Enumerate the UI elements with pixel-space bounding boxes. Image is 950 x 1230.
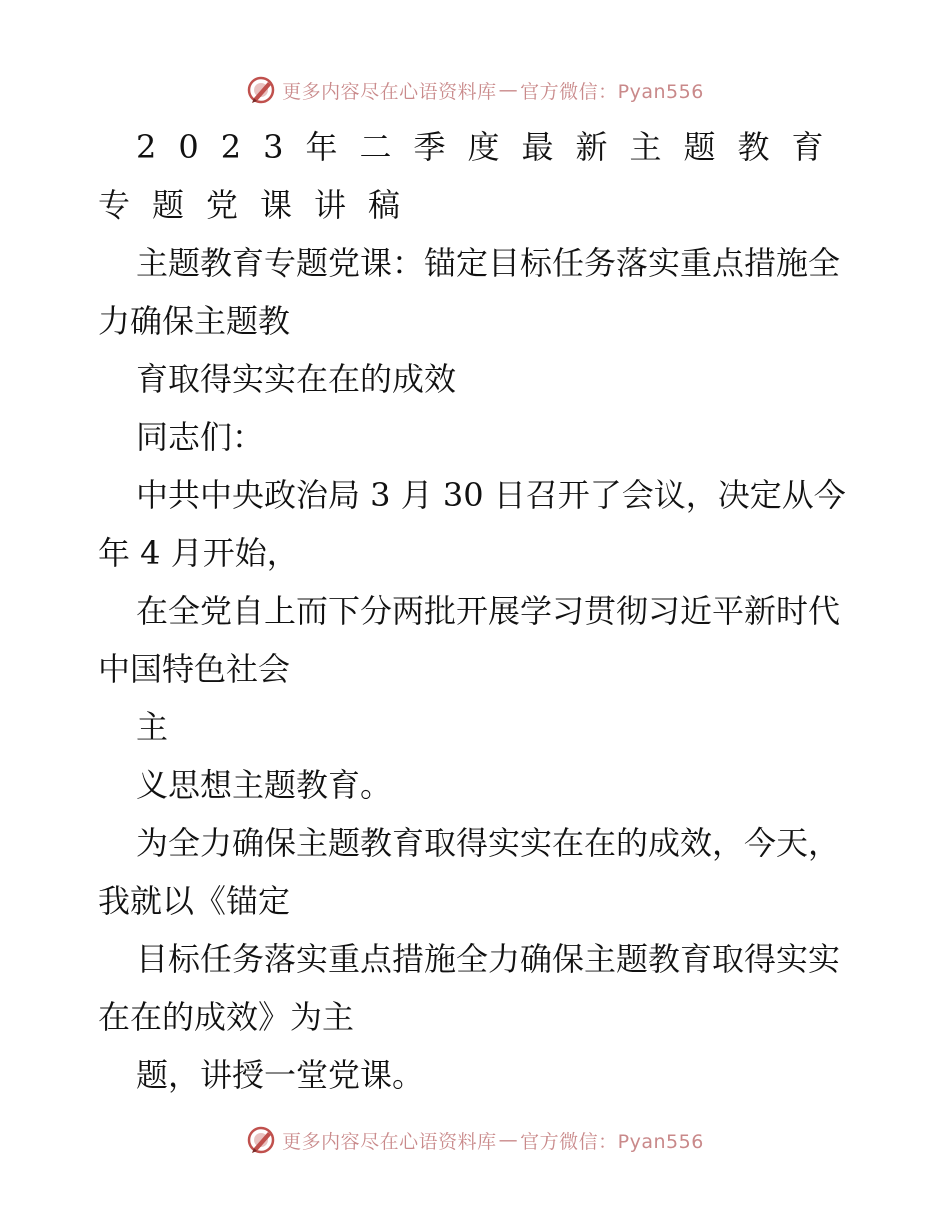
watermark-text: 更多内容尽在心语资料库 xyxy=(282,80,497,103)
watermark-text: 更多内容尽在心语资料库 xyxy=(282,1130,497,1153)
watermark-separator: — xyxy=(498,79,519,101)
paragraph: 同志们： xyxy=(136,418,265,456)
footer-watermark xyxy=(0,1120,950,1160)
header-watermark xyxy=(0,70,950,110)
pen-logo-icon xyxy=(246,1125,276,1155)
paragraph: 育取得实实在在的成效 xyxy=(136,360,457,398)
paragraph: 主题教育专题党课：锚定目标任务落实重点措施全力确保主题教 xyxy=(98,244,841,340)
paragraph: 题，讲授一堂党课。 xyxy=(136,1056,425,1094)
paragraph: 义思想主题教育。 xyxy=(136,766,393,804)
pen-logo-icon xyxy=(246,75,276,105)
watermark-suffix: 官方微信：Pyan556 xyxy=(520,1130,704,1153)
paragraph: 主 xyxy=(136,708,169,746)
document-body xyxy=(98,118,858,1104)
paragraph: 在全党自上而下分两批开展学习贯彻习近平新时代中国特色社会 xyxy=(98,592,841,688)
paragraph: 目标任务落实重点措施全力确保主题教育取得实实在在的成效》为主 xyxy=(98,940,841,1036)
watermark-suffix: 官方微信：Pyan556 xyxy=(520,80,704,103)
document-title: 2023年二季度最新主题教育专题党课讲稿 xyxy=(98,128,846,224)
paragraph: 中共中央政治局 3 月 30 日召开了会议，决定从今年 4 月开始， xyxy=(98,476,846,572)
paragraph: 为全力确保主题教育取得实实在在的成效，今天，我就以《锚定 xyxy=(98,824,841,920)
watermark-separator: — xyxy=(498,1129,519,1151)
